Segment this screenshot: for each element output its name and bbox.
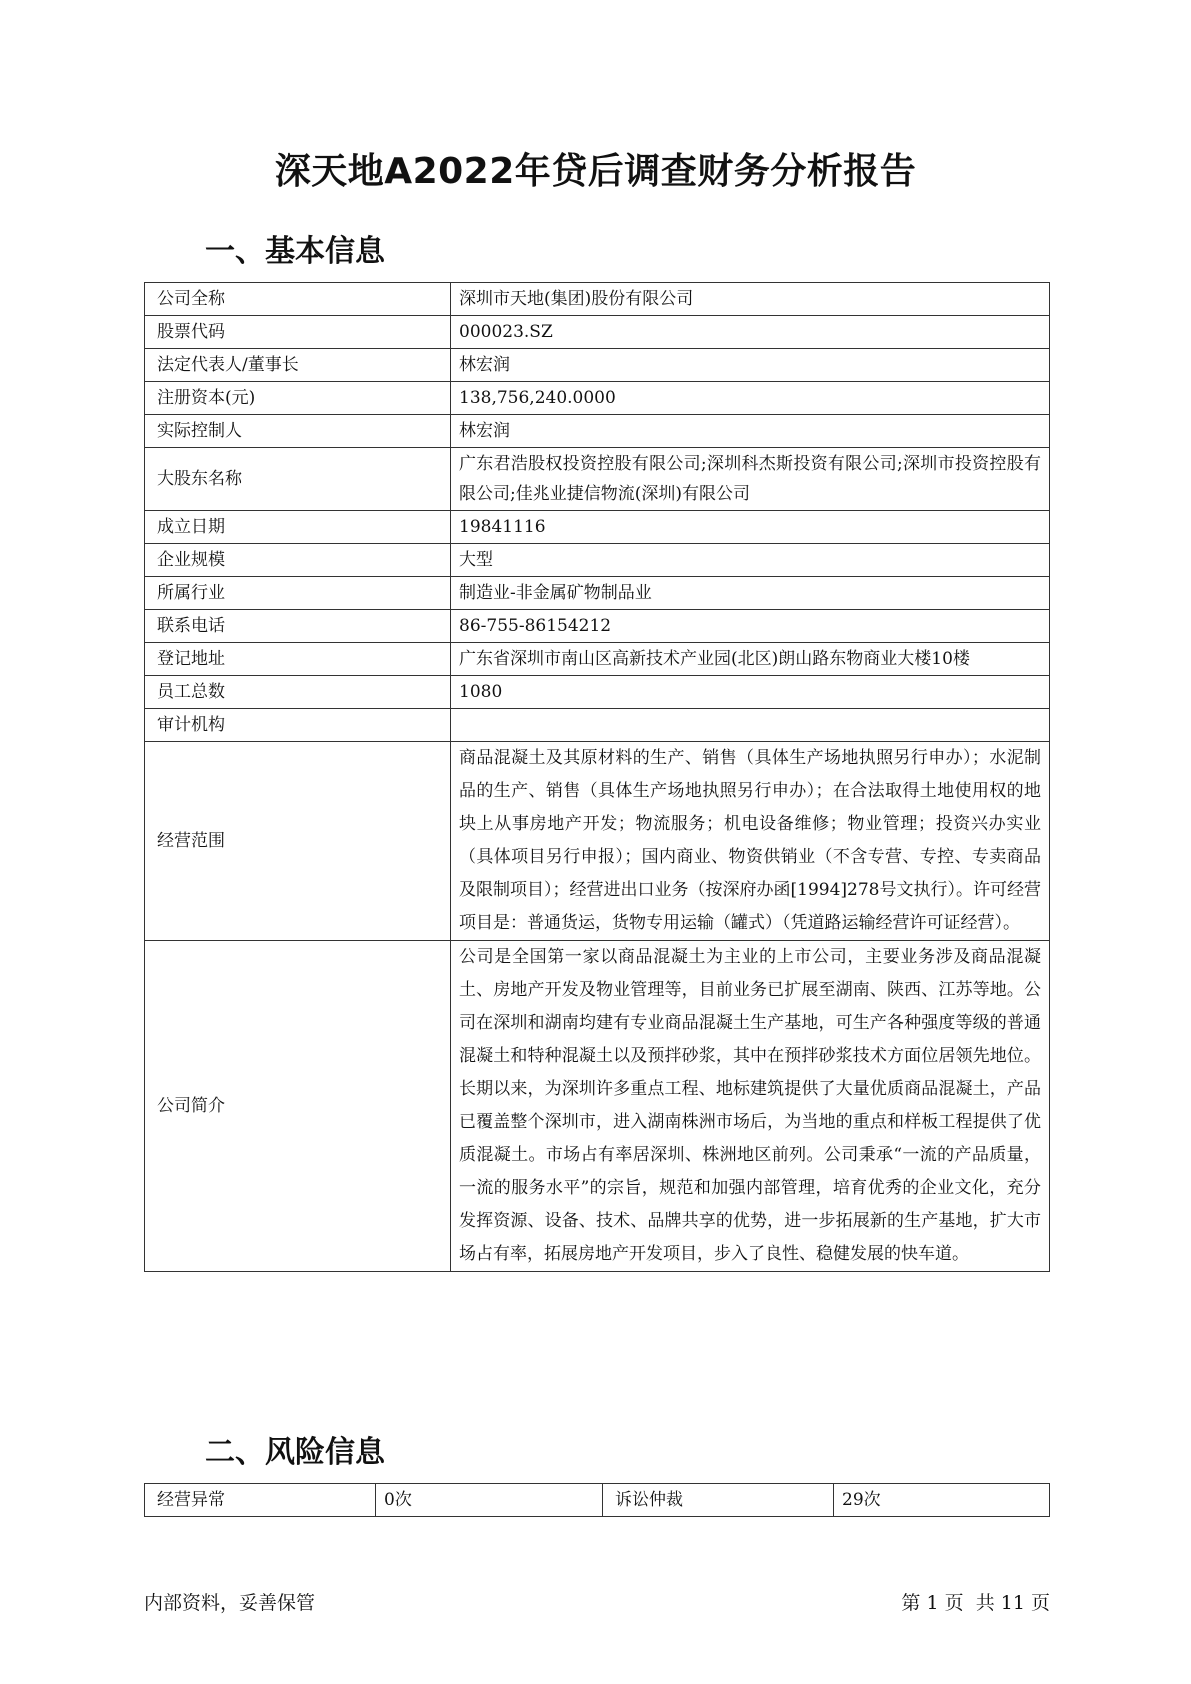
report-title: 深天地A2022年贷后调查财务分析报告 <box>274 151 917 192</box>
page-suffix: 页 <box>1030 1592 1050 1614</box>
total-pages: 11 <box>1000 1592 1025 1614</box>
table-row <box>145 610 1050 643</box>
row-label: 股票代码 <box>145 316 451 349</box>
row-label: 所属行业 <box>145 577 451 610</box>
row-value: 林宏润 <box>451 349 1050 382</box>
row-value: 000023.SZ <box>451 316 1050 349</box>
row-value: 广东省深圳市南山区高新技术产业园(北区)朗山路东物商业大楼10楼 <box>451 643 1050 676</box>
table-row <box>145 316 1050 349</box>
section-heading-basic-info: 一、基本信息 <box>205 234 385 269</box>
table-row <box>145 283 1050 316</box>
table-row <box>145 941 1050 1272</box>
table-row <box>145 382 1050 415</box>
table-row <box>145 709 1050 742</box>
page-number <box>901 1588 1050 1615</box>
row-label: 注册资本(元) <box>145 382 451 415</box>
table-row <box>145 742 1050 941</box>
row-value: 深圳市天地(集团)股份有限公司 <box>451 283 1050 316</box>
row-label: 公司全称 <box>145 283 451 316</box>
table-row <box>145 448 1050 511</box>
table-row <box>145 349 1050 382</box>
row-label: 法定代表人/董事长 <box>145 349 451 382</box>
row-label: 企业规模 <box>145 544 451 577</box>
row-label: 员工总数 <box>145 676 451 709</box>
row-value: 广东君浩股权投资控股有限公司;深圳科杰斯投资有限公司;深圳市投资控股有限公司;佳兆业捷信物流(深圳)有限公司 <box>451 448 1050 511</box>
basic-info-table <box>144 282 1050 1272</box>
risk-info-table <box>144 1483 1050 1517</box>
table-row <box>145 511 1050 544</box>
row-value: 138,756,240.0000 <box>451 382 1050 415</box>
row-label: 联系电话 <box>145 610 451 643</box>
row-value: 1080 <box>451 676 1050 709</box>
row-value: 林宏润 <box>451 415 1050 448</box>
page-mid: 页 共 <box>944 1592 995 1614</box>
page-prefix: 第 <box>901 1592 921 1614</box>
row-value: 大型 <box>451 544 1050 577</box>
risk-value-abnormal: 0次 <box>376 1484 603 1517</box>
row-label: 大股东名称 <box>145 448 451 511</box>
risk-label-litigation: 诉讼仲裁 <box>603 1484 834 1517</box>
section-heading-risk-info: 二、风险信息 <box>205 1435 385 1470</box>
row-label: 登记地址 <box>145 643 451 676</box>
row-label: 经营范围 <box>145 742 451 941</box>
row-value: 公司是全国第一家以商品混凝土为主业的上市公司，主要业务涉及商品混凝土、房地产开发及物业管理等，目前业务已扩展至湖南、陕西、江苏等地。公司在深圳和湖南均建有专业商品混凝土生产基地，可生产各种强度等级的普通混凝土和特种混凝土以及预拌砂浆，其中在预拌砂浆技术方面位居领先地位。长期以来，为深圳许多重点工程、地标建筑提供了大量优质商品混凝土，产品已覆盖整个深圳市，进入湖南株洲市场后，为当地的重点和样板工程提供了优质混凝土。市场占有率居深圳、株洲地区前列。公司秉承“一流的产品质量，一流的服务水平”的宗旨，规范和加强内部管理，培育优秀的企业文化，充分发挥资源、设备、技术、品牌共享的优势，进一步拓展新的生产基地，扩大市场占有率，拓展房地产开发项目，步入了良性、稳健发展的快车道。 <box>451 941 1050 1272</box>
row-value: 制造业-非金属矿物制品业 <box>451 577 1050 610</box>
table-row <box>145 415 1050 448</box>
confidential-note: 内部资料，妥善保管 <box>144 1592 316 1614</box>
row-label: 实际控制人 <box>145 415 451 448</box>
table-row <box>145 676 1050 709</box>
row-value: 19841116 <box>451 511 1050 544</box>
table-row <box>145 1484 1050 1517</box>
table-row <box>145 643 1050 676</box>
row-label: 审计机构 <box>145 709 451 742</box>
table-row <box>145 544 1050 577</box>
row-label: 成立日期 <box>145 511 451 544</box>
current-page: 1 <box>926 1592 939 1614</box>
table-row <box>145 577 1050 610</box>
risk-value-litigation: 29次 <box>834 1484 1050 1517</box>
risk-label-abnormal: 经营异常 <box>145 1484 376 1517</box>
row-value <box>451 709 1050 742</box>
row-value: 86-755-86154212 <box>451 610 1050 643</box>
row-label: 公司简介 <box>145 941 451 1272</box>
row-value: 商品混凝土及其原材料的生产、销售（具体生产场地执照另行申办）；水泥制品的生产、销售（具体生产场地执照另行申办）；在合法取得土地使用权的地块上从事房地产开发；物流服务；机电设备维修；物业管理；投资兴办实业（具体项目另行申报）；国内商业、物资供销业（不含专营、专控、专卖商品及限制项目）；经营进出口业务（按深府办函[1994]278号文执行）。许可经营项目是：普通货运，货物专用运输（罐式）（凭道路运输经营许可证经营）。 <box>451 742 1050 941</box>
